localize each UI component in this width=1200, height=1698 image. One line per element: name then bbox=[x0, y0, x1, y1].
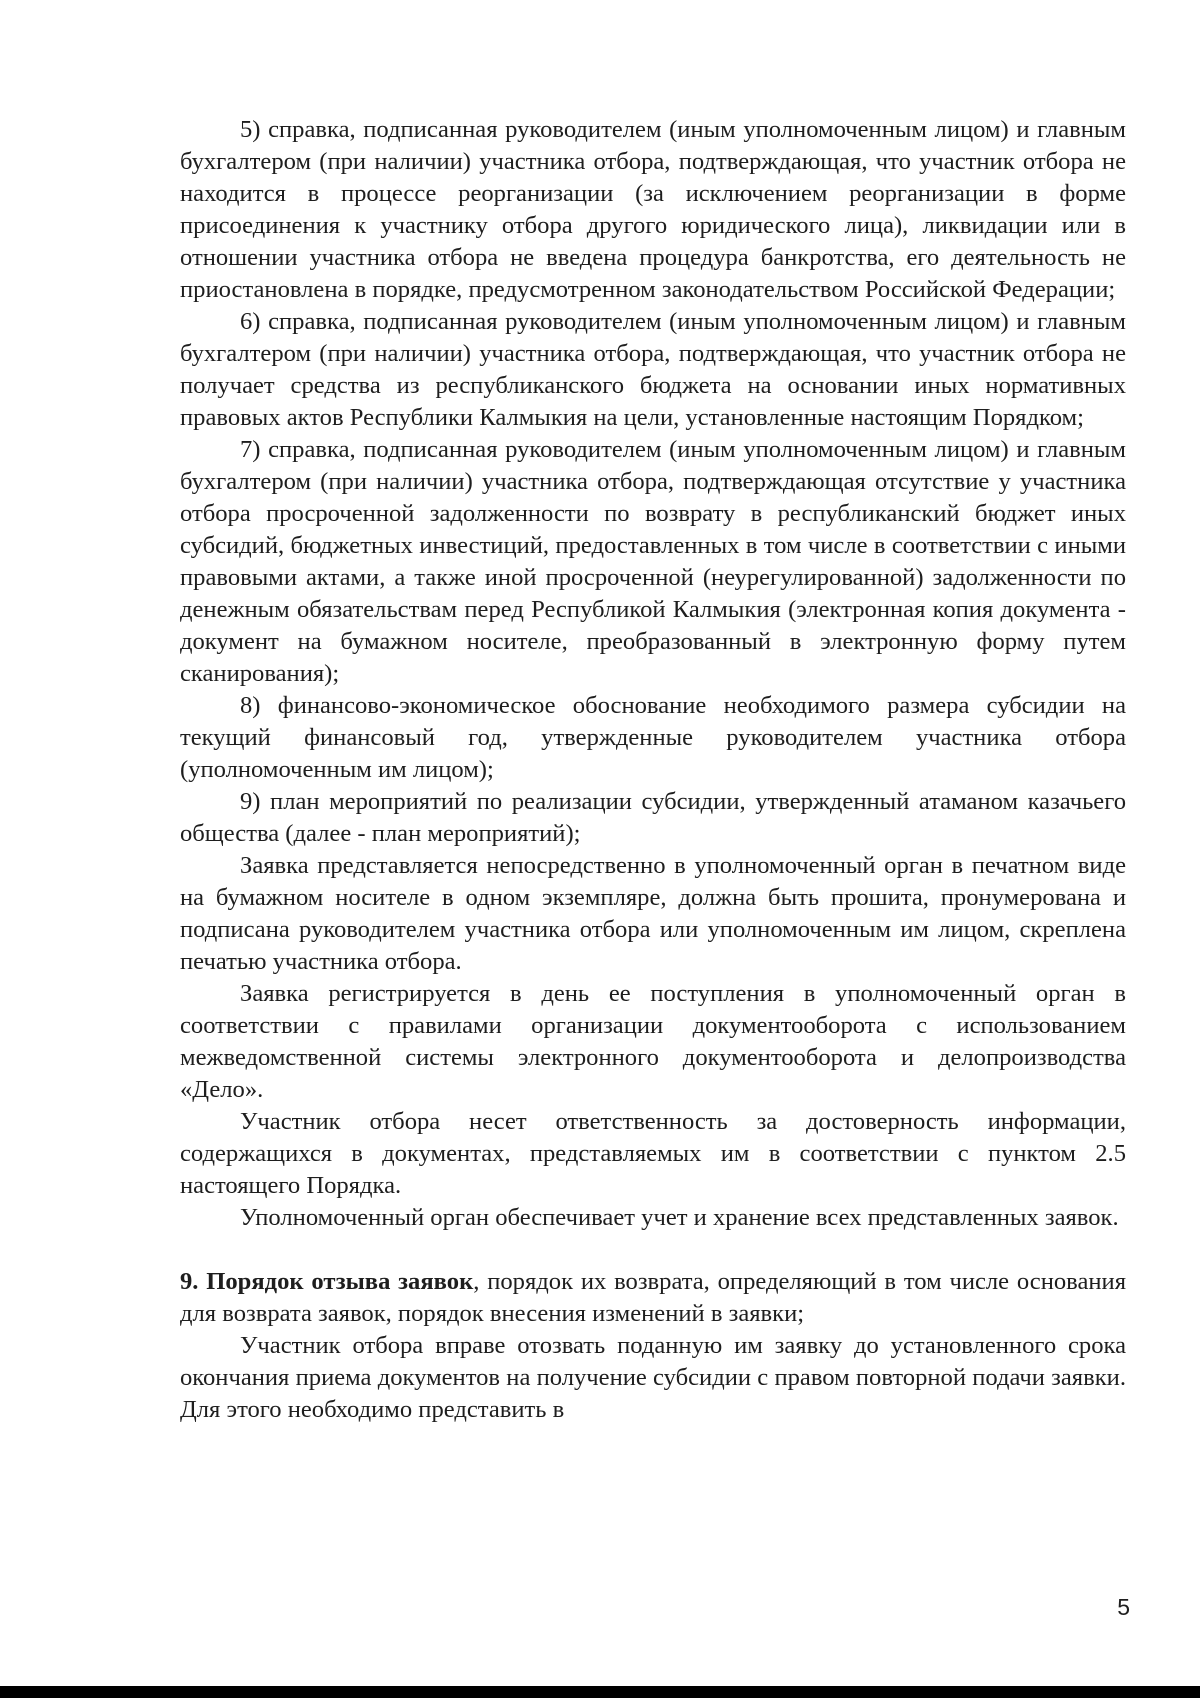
paragraph-storage: Уполномоченный орган обеспечивает учет и хранение всех представленных заявок. bbox=[240, 1204, 1119, 1231]
paragraph-item-9: 9) план мероприятий по реализации субсидии, утвержденный атаманом казачьего общества (далее - план мероприятий); bbox=[180, 788, 1126, 847]
paragraph-item-8: 8) финансово-экономическое обоснование необходимого размера субсидии на текущий финансовый год, утвержденные руководителем участника отбора (уполномоченным им лицом); bbox=[180, 692, 1126, 783]
paragraph-application-submission: Заявка представляется непосредственно в уполномоченный орган в печатном виде на бумажном носителе в одном экземпляре, должна быть прошита, пронумерована и подписана руководителем участника отбора или уполномоченным им лицом, скреплена печатью участника отбора. bbox=[180, 852, 1126, 975]
section-9-text: , порядок их возврата, определяющий в том числе основания для возврата заявок, порядок внесения изменений в заявки; bbox=[180, 1268, 1127, 1327]
page-number: 5 bbox=[1117, 1594, 1130, 1620]
paragraph-withdrawal: Участник отбора вправе отозвать поданную им заявку до установленного срока окончания приема документов на получение субсидии с правом повторной подачи заявки. Для этого необходимо представить в bbox=[180, 1332, 1126, 1423]
scan-bottom-border bbox=[0, 1686, 1200, 1698]
paragraph-application-registration: Заявка регистрируется в день ее поступления в уполномоченный орган в соответствии с правилами организации документооборота с использованием межведомственной системы электронного документооборота и делопроизводства «Дело». bbox=[180, 980, 1126, 1103]
paragraph-item-6: 6) справка, подписанная руководителем (иным уполномоченным лицом) и главным бухгалтером (при наличии) участника отбора, подтверждающая, что участник отбора не получает средства из республиканского бюджета на основании иных нормативных правовых актов Республики Калмыкия на цели, установленные настоящим Порядком; bbox=[180, 308, 1126, 431]
section-9 bbox=[180, 1266, 1126, 1330]
document-body bbox=[180, 114, 1126, 1426]
section-9-heading: 9. Порядок отзыва заявок bbox=[180, 1268, 474, 1295]
paragraph-item-7: 7) справка, подписанная руководителем (иным уполномоченным лицом) и главным бухгалтером (при наличии) участника отбора, подтверждающая отсутствие у участника отбора просроченной задолженности по возврату в республиканский бюджет иных субсидий, бюджетных инвестиций, предоставленных в том числе в соответствии с иными правовыми актами, а также иной просроченной (неурегулированной) задолженности по денежным обязательствам перед Республикой Калмыкия (электронная копия документа - документ на бумажном носителе, преобразованный в электронную форму путем сканирования); bbox=[180, 436, 1126, 687]
paragraph-item-5: 5) справка, подписанная руководителем (иным уполномоченным лицом) и главным бухгалтером (при наличии) участника отбора, подтверждающая, что участник отбора не находится в процессе реорганизации (за исключением реорганизации в форме присоединения к участнику отбора другого юридического лица), ликвидации или в отношении участника отбора не введена процедура банкротства, его деятельность не приостановлена в порядке, предусмотренном законодательством Российской Федерации; bbox=[180, 116, 1126, 303]
paragraph-responsibility: Участник отбора несет ответственность за достоверность информации, содержащихся в документах, представляемых им в соответствии с пунктом 2.5 настоящего Порядка. bbox=[180, 1108, 1126, 1199]
